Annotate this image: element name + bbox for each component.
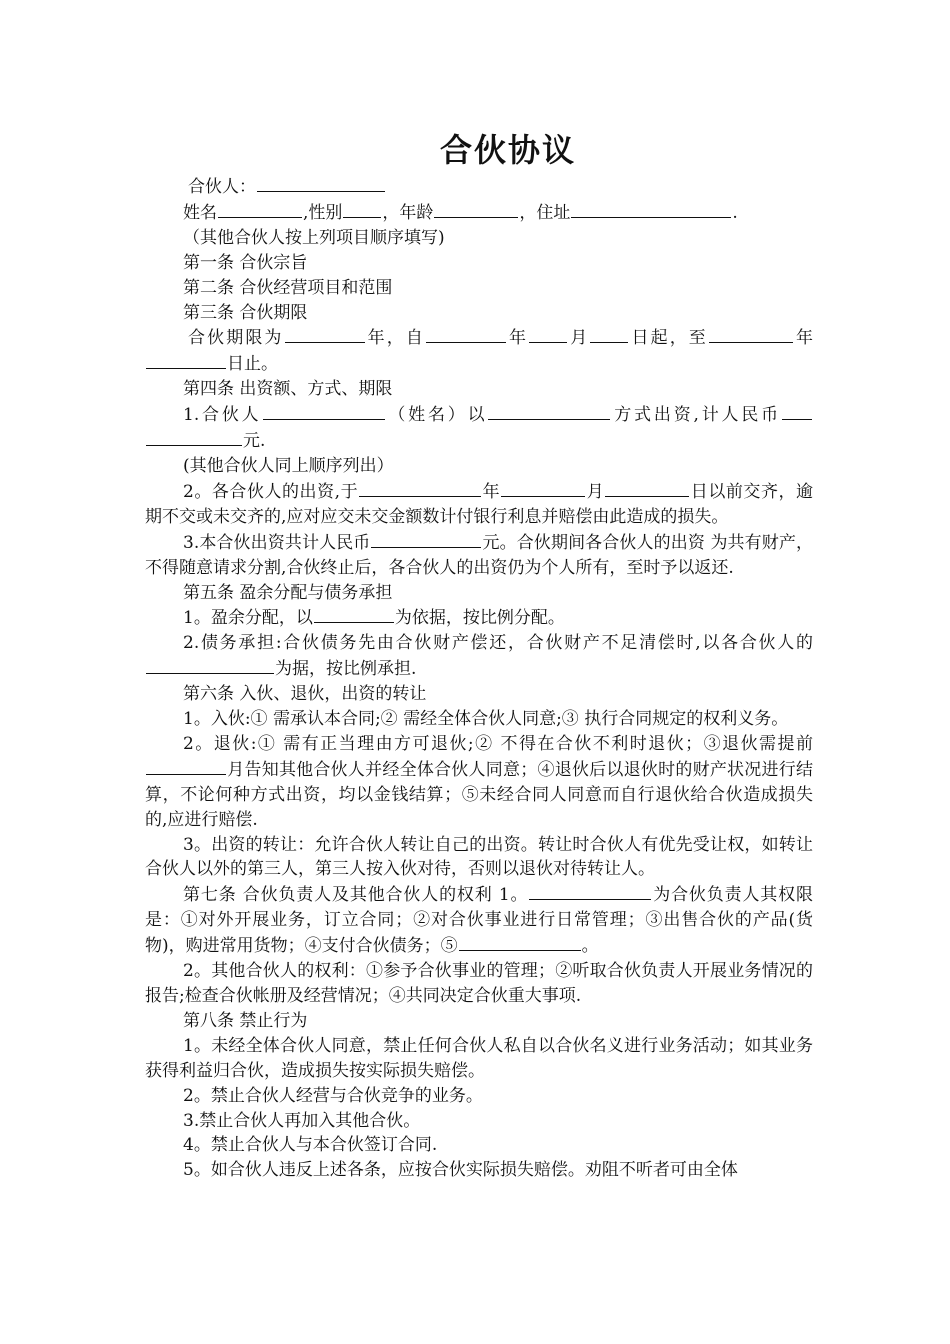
blank-field: [709, 325, 793, 343]
paragraph: 2。其他合伙人的权利：①参予合伙事业的管理；②听取合伙负责人开展业务情况的报告;检查合伙帐册及经营情况；④共同决定合伙重大事项.: [145, 961, 813, 1006]
blank-field: [285, 325, 365, 343]
text: 姓名: [183, 202, 217, 223]
article-heading: 第六条 入伙、退伙，出资的转让: [183, 684, 427, 705]
text: .: [732, 202, 738, 223]
text: 2.债务承担:合伙债务先由合伙财产偿还，合伙财产不足清偿时,以各合伙人的: [183, 633, 813, 654]
text: 年: [506, 328, 529, 349]
blank-field: [314, 605, 394, 623]
text: 方式出资,计人民币: [611, 405, 782, 426]
blank-field: [782, 402, 812, 420]
text: 为合伙负责人其权限是：①对外开展业务，订立合同；②对合伙事业进行日常管理；③出售合伙的产品(货物)，购进常用货物；④支付合伙债务；⑤: [145, 885, 814, 957]
text: 合伙期限为: [188, 328, 284, 349]
document-title: 合伙协议: [439, 131, 576, 169]
paragraph: 3.禁止合伙人再加入其他合伙。: [183, 1110, 421, 1131]
blank-field: [371, 530, 481, 548]
paragraph: （其他合伙人按上列项目顺序填写): [183, 227, 445, 248]
text: 3.本合伙出资共计人民币: [183, 532, 371, 553]
paragraph: 4。禁止合伙人与本合伙签订合同.: [183, 1135, 438, 1156]
article-heading: 第一条 合伙宗旨: [183, 252, 308, 273]
blank-field: [426, 325, 506, 343]
text: 1。盈余分配，以: [183, 608, 313, 629]
text: 元。合伙期间各合伙人的出资 为共有财产，不得随意请求分割,合伙终止后，各合伙人的出资仍为个人所有，至时予以返还.: [145, 532, 813, 578]
blank-field: [571, 200, 731, 218]
blank-field: [488, 402, 610, 420]
paragraph: [145, 882, 813, 959]
blank-field: [529, 325, 567, 343]
text: （姓名）以: [385, 405, 488, 426]
text: 合伙人：: [188, 177, 256, 197]
article-heading: 第八条 禁止行为: [183, 1010, 308, 1031]
text: 日止。: [227, 354, 278, 375]
text: 1.合伙人: [183, 405, 262, 426]
text: 2。退伙:① 需有正当理由方可退伙;② 不得在合伙不利时退伙；③退伙需提前: [183, 733, 813, 754]
text: 月: [586, 481, 605, 502]
blank-field: [605, 479, 689, 497]
blank-field: [434, 200, 518, 218]
text: 年，自: [365, 328, 425, 349]
paragraph: [145, 402, 813, 454]
text: 为据，按比例承担.: [275, 659, 417, 680]
blank-field: [529, 882, 651, 900]
text: 第七条 合伙负责人及其他合伙人的权利 1。: [183, 885, 529, 906]
blank-field: [263, 402, 385, 420]
article-heading: 第五条 盈余分配与债务承担: [183, 582, 393, 603]
text: 月告知其他合伙人并经全体合伙人同意；④退伙后以退伙时的财产状况进行结算，不论何种方式出资，均以金钱结算；⑤未经合同人同意而自行退伙给合伙造成损失的,应进行赔偿.: [145, 759, 813, 830]
text: ，住址: [519, 202, 571, 223]
text: 2。各合伙人的出资,于: [183, 481, 359, 502]
paragraph: [145, 325, 813, 377]
blank-field: [146, 757, 226, 775]
paragraph: 5。如合伙人违反上述各条，应按合伙实际损失赔偿。劝阻不听者可由全体: [183, 1160, 738, 1181]
partner-line: [145, 174, 813, 200]
blank-field: [459, 933, 581, 951]
document-body: [145, 174, 813, 1183]
article-heading: 第二条 合伙经营项目和范围: [183, 277, 393, 298]
blank-field: [343, 200, 381, 218]
article-heading: 第三条 合伙期限: [183, 302, 308, 323]
paragraph: [145, 530, 813, 581]
blank-field: [590, 325, 628, 343]
text: 。: [581, 936, 599, 957]
partner-info-line: [145, 200, 813, 226]
blank-field: [146, 351, 226, 369]
text: 元.: [243, 431, 266, 452]
blank-field: [359, 479, 481, 497]
blank-field: [146, 428, 242, 446]
text: ，年龄: [382, 202, 434, 223]
text: ,性别: [303, 202, 343, 223]
paragraph: 1。未经全体合伙人同意，禁止任何合伙人私自以合伙名义进行业务活动；如其业务获得利益归合伙，造成损失按实际损失赔偿。: [145, 1035, 813, 1081]
text: 日以前交齐，逾期不交或未交齐的,应对应交未交金额数计付银行利息并赔偿由此造成的损失。: [145, 481, 814, 527]
blank-field: [218, 200, 302, 218]
text: 月: [568, 328, 590, 349]
paragraph: (其他合伙人同上顺序列出）: [183, 455, 394, 476]
text: 年: [482, 481, 501, 502]
paragraph: 3。出资的转让：允许合伙人转让自己的出资。转让时合伙人有优先受让权，如转让合伙人以外的第三人，第三人按入伙对待，否则以退伙对待转让人。: [145, 834, 813, 880]
paragraph: [145, 631, 813, 682]
paragraph: [145, 479, 813, 530]
text: 年: [793, 328, 814, 349]
paragraph: [145, 732, 813, 833]
text: 为依据，按比例分配。: [394, 608, 565, 629]
paragraph: 2。禁止合伙人经营与合伙竞争的业务。: [183, 1085, 483, 1106]
blank-field: [146, 656, 274, 674]
paragraph: 1。入伙:① 需承认本合同;② 需经全体合伙人同意;③ 执行合同规定的权利义务。: [183, 709, 789, 730]
blank-field: [257, 174, 385, 192]
text: 日起，至: [629, 328, 708, 349]
blank-field: [501, 479, 585, 497]
article-heading: 第四条 出资额、方式、期限: [183, 379, 393, 400]
paragraph: [145, 605, 813, 631]
